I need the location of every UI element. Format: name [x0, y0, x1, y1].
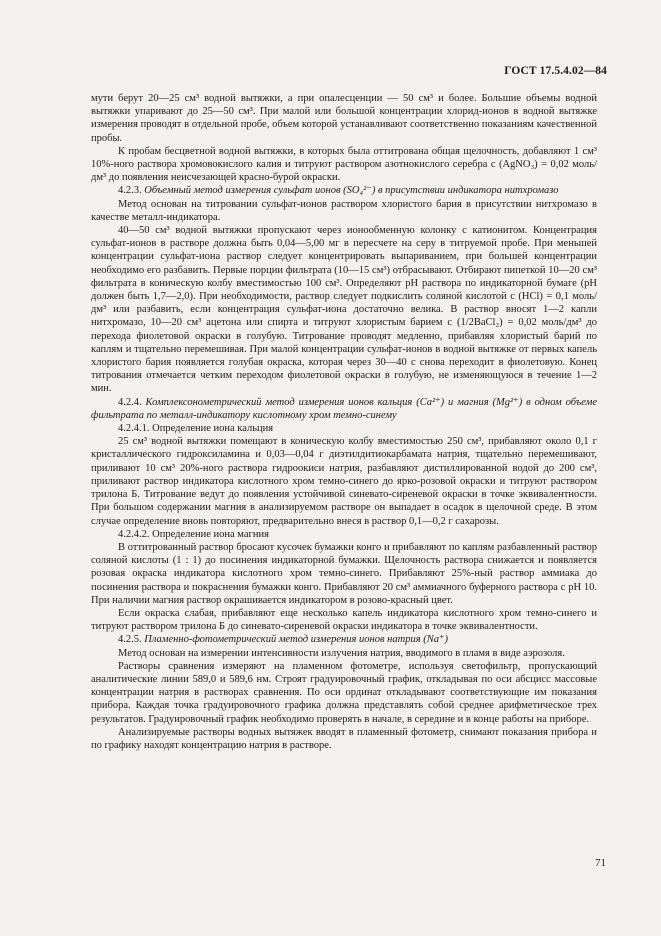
section-title: Комплексонометрический метод измерения ионов кальция (Ca²⁺) и магния (Mg²⁺) в одном объеме фильтрата по металл-индикатору кислотному хром темно-синему	[91, 396, 598, 421]
subsection-heading: 4.2.4.1. Определение иона кальция	[118, 423, 274, 435]
document-body	[91, 92, 597, 752]
paragraph: Анализируемые растворы водных вытяжек вводят в пламенный фотометр, снимают показания прибора и по графику находят концентрацию натрия в растворе.	[91, 726, 597, 751]
standard-header: ГОСТ 17.5.4.02—84	[504, 65, 607, 77]
section-number: 4.2.3.	[118, 185, 142, 197]
page-number: 71	[595, 857, 606, 869]
section-number: 4.2.5.	[118, 634, 142, 646]
section-heading-4-2-5	[91, 633, 597, 646]
paragraph: мути берут 20—25 см³ водной вытяжки, а при опалесценции — 50 см³ и более. Большие объемы водной вытяжки упаривают до 25—50 см³. При малой или большой концентрации хлорид-ионов в водной вытяжке измерения проводят в отдельной пробе, объем которой устанавливают соответственно показаниям качественной пробы.	[91, 93, 597, 144]
section-heading-4-2-3	[91, 184, 597, 197]
section-title: Объемный метод измерения сульфат ионов (SO₄²⁻) в присутствии индикатора нитхромазо	[144, 185, 559, 197]
section-number: 4.2.4.	[118, 396, 142, 408]
section-heading-4-2-4	[91, 396, 597, 422]
paragraph: Метод основан на измерении интенсивности излучения натрия, вводимого в пламя в виде аэрозоля.	[118, 647, 565, 659]
subsection-heading: 4.2.4.2. Определение иона магния	[118, 528, 269, 540]
paragraph: Если окраска слабая, прибавляют еще несколько капель индикатора кислотного хром темно-синего и титруют раствором трилона Б до синевато-сиреневой окраски индикатора в точке эквивалентности.	[91, 607, 597, 633]
paragraph: 40—50 см³ водной вытяжки пропускают через ионообменную колонку с катионитом. Концентрация сульфат-ионов в растворе должна быть 0,04—5,00 мг в пересчете на серу в титруемой пробе. При меньшей концентрации сульфат-иона раствор следует концентрировать выпариванием, при большей концентрации необходимо его разбавить. Первые порции фильтрата (10—15 см³) отбрасывают. Отбирают пипеткой 10—20 см³ фильтрата в коническую колбу вместимостью 100 см³. Определяют pH раствора по индикаторной бумаге (pH должен быть 1,7—2,0). При необходимости, раствор следует подкислить соляной кислотой c (HCl) = 0,1 моль/дм³ или разбавить, если концентрация сульфат-иона достаточно велика. В раствор вносят 1—2 капли нитхромазо, 10—20 см³ ацетона или спирта и титруют хлористым барием c (1/2BaCl₂) = 0,02 моль/дм³ до перехода фиолетовой окраски в голубую. Титрование проводят медленно, прибавляя хлористый барий по каплям и тщательно перемешивая. При малой концентрации сульфат-ионов в водной вытяжке от первых капель хлористого бария появляется голубая окраска, которая через 30—40 с снова переходит в фиолетовую. Конец титрования отмечается четким переходом фиолетовой окраски в голубую, не изменяющуюся в течение 1—2 мин.	[91, 225, 597, 395]
paragraph: Метод основан на титровании сульфат-ионов раствором хлористого бария в присутствии нитхромазо в качестве металл-индикатора.	[91, 198, 597, 223]
paragraph: К пробам бесцветной водной вытяжки, в которых была оттитрована общая щелочность, добавляют 1 см³ 10%-ного раствора хромовокислого калия и титруют раствором азотнокислого серебра c (AgNO₃) = 0,02 моль/дм³ до появления неисчезающей красно-бурой окраски.	[91, 145, 597, 184]
paragraph: В оттитрованный раствор бросают кусочек бумажки конго и прибавляют по каплям разбавленный раствор соляной кислоты (1 : 1) до посинения индикаторной бумажки. Щелочность раствора снижается и появляется розовая окраска индикатора кислотного хром темно-синего. Прибавляют 25%-ный раствор аммиака до посинения раствора и покраснения бумажки конго. Прибавляют 20 см³ аммиачного буферного раствора с pH 10. При наличии магния раствор окрашивается индикатором в розово-красный цвет.	[91, 541, 597, 606]
paragraph: 25 см³ водной вытяжки помещают в коническую колбу вместимостью 250 см³, прибавляют около 0,1 г кристаллического гидроксиламина и 0,03—0,04 г диэтилдитиокарбамата натрия, тщательно перемешивают, приливают 10 см³ 20%-ного раствора гидроокиси натрия, разбавляют дистиллированной водой до 200 см³, приливают раствор индикатора кислотного хром темно-синего до ярко-розовой окраски и титруют раствором трилона Б. Титрование ведут до появления устойчивой синевато-сиреневой окраски в точке эквивалентности. При большом содержании магния в анализируемом растворе он выпадает в осадок в щелочной среде. В этом случае определение вновь повторяют, предварительно внеся в раствор 0,1—0,2 г сахарозы.	[91, 436, 597, 527]
paragraph: Растворы сравнения измеряют на пламенном фотометре, используя светофильтр, пропускающий аналитические линии 589,0 и 589,6 нм. Строят градуировочный график, откладывая по оси абсцисс массовые концентрации натрия в растворах сравнения. По оси ординат откладывают соответствующие им показания прибора. Каждая точка градуировочного графика должна представлять собой среднее арифметическое трех результатов. Градуировочный график необходимо проверять в начале, в середине и в конце работы на приборе.	[91, 660, 597, 725]
section-title: Пламенно-фотометрический метод измерения ионов натрия (Na⁺)	[144, 634, 449, 646]
